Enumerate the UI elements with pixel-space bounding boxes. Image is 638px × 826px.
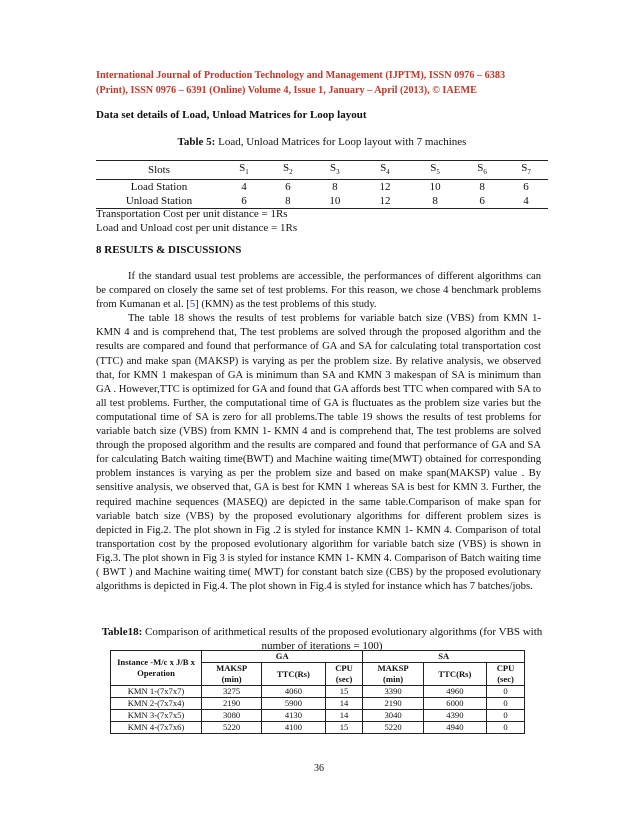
table5-cell: 10 xyxy=(429,181,441,194)
table5-slot-header: $S_4$ xyxy=(360,161,410,180)
table18-cell: 4390 xyxy=(423,710,486,722)
table18-cell: 0 xyxy=(487,686,525,698)
table18-instance-header: Instance -M/c x J/B x Operation xyxy=(111,651,202,686)
table-row xyxy=(111,710,525,722)
table18-sa-header: SA xyxy=(363,651,525,663)
journal-header-line1: International Journal of Production Technology and Management (IJPTM), ISSN 0976 – 6383 xyxy=(96,70,506,81)
table5-header-row xyxy=(96,161,548,180)
table5-cell: 8 xyxy=(479,181,485,194)
paragraph-2: The table 18 shows the results of test problems for variable batch size (VBS) from KMN 1- KMN 4 and is comprehend that, The test problems are solved through the proposed algorithm and the results are compared and found that performance of GA and SA for calculating total transportation cost (TTC) and make span (MAKSP) is varying as per the problem size. By relative analysis, we observed that, for KMN 1 makespan of GA is minimum than SA and KMN 3 makespan of SA is minimum than GA . However,TTC is optimized for GA and found that GA affords best TTC when compared with SA to all test problems. Further, the computational time of GA is fluctuates as the problem size varies but the computational time of SA is zero for all problems.The table 19 shows the results of test problems for variable batch size (VBS) from KMN 1- KMN 4 and is comprehend that, The test problems are solved through the proposed algorithm and the results are compared and found that performance of GA and SA for calculating Batch waiting time(BWT) and Machine waiting time(MWT) obtained for corresponding problem instances is varying as per the problem size and based on make span(MAKSP) value . By sensitive analysis, we observed that, GA is best for KMN 1 whereas SA is best for KMN 3. Further, the required machine sequences (MASEQ) are depicted in the same table.Comparison of make span for variable batch size (VBS) by the proposed evolutionary algorithms for different problem sizes is depicted in Fig.2. The plot shown in Fig .2 is styled for instance KMN 1- KMN 4. Comparison of total transportation cost by the proposed evolutionary algorithm for variable batch size (VBS) is shown in Fig.3. The plot shown in Fig 3 is styled for instance KMN 1- KMN 4. Comparison of Batch waiting time ( BWT ) and Machine waiting time( MWT) for constant batch size (CBS) by the proposed evolutionary algorithms is depicted in Fig.4. The plot shown in Fig.4 is styled for instance which has 7 batches/jobs. xyxy=(96,313,541,593)
table18-cell: 3390 xyxy=(363,686,423,698)
table18-cell: 5220 xyxy=(202,722,262,734)
table18-cell: 3080 xyxy=(202,710,262,722)
table18-cell: 3040 xyxy=(363,710,423,722)
table18-cell: 2190 xyxy=(363,698,423,710)
transport-cost-note: Transportation Cost per unit distance = 1Rs xyxy=(96,208,288,220)
dataset-heading: Data set details of Load, Unload Matrices for Loop layout xyxy=(96,109,367,121)
table18-sa-cpu-header: CPU (sec) xyxy=(487,663,525,686)
table18-instance: KMN 4-(7x7x6) xyxy=(111,722,202,734)
table18-ga-cpu-header: CPU (sec) xyxy=(325,663,363,686)
table18-sa-ttc-header: TTC(Rs) xyxy=(423,663,486,686)
paragraph-1: If the standard usual test problems are accessible, the performances of different algorithms can be compared on closely the same set of test problems. For this reason, we chose 4 benchmark problems from Kumanan et al. [5] (KMN) as the test problems of this study. xyxy=(96,271,541,311)
table5-slot-header: $S_5$ xyxy=(410,161,460,180)
table18-header-row-1 xyxy=(111,651,525,663)
table18-cell: 15 xyxy=(325,686,363,698)
table18-cell: 0 xyxy=(487,710,525,722)
load-unload-cost-note: Load and Unload cost per unit distance = 1Rs xyxy=(96,222,298,234)
table18-caption xyxy=(96,625,548,653)
table18-cell: 4060 xyxy=(262,686,325,698)
table5-cell: 8 xyxy=(332,181,338,194)
table18-instance: KMN 3-(7x7x5) xyxy=(111,710,202,722)
table18-cell: 5900 xyxy=(262,698,325,710)
table18-instance: KMN 1-(7x7x7) xyxy=(111,686,202,698)
table18-cell: 15 xyxy=(325,722,363,734)
table5-header-slots: Slots xyxy=(96,161,222,180)
table18-cell: 2190 xyxy=(202,698,262,710)
table18-ga-maksp-header: MAKSP (min) xyxy=(202,663,262,686)
table18-cell: 3275 xyxy=(202,686,262,698)
table18-cell: 0 xyxy=(487,698,525,710)
table18-ga-ttc-header: TTC(Rs) xyxy=(262,663,325,686)
journal-header xyxy=(96,68,548,98)
table5-caption xyxy=(96,136,548,148)
page-number: 36 xyxy=(314,763,324,774)
table18-sa-maksp-header: MAKSP (min) xyxy=(363,663,423,686)
table-row xyxy=(111,686,525,698)
table5-cell: 6 xyxy=(523,181,529,194)
table5-cell: 4 xyxy=(504,194,548,209)
table5 xyxy=(96,160,548,209)
table5-row-label: Load Station xyxy=(130,181,188,194)
table18-cell: 14 xyxy=(325,698,363,710)
journal-header-line2: (Print), ISSN 0976 – 6391 (Online) Volume 4, Issue 1, January – April (2013), © IAEME xyxy=(96,85,477,96)
table18-cell: 4960 xyxy=(423,686,486,698)
table5-cell: 6 xyxy=(285,181,291,194)
table18-ga-header: GA xyxy=(202,651,363,663)
table5-cell: 12 xyxy=(360,194,410,209)
table5-caption-label: Table 5: xyxy=(177,136,216,148)
section8-heading: 8 RESULTS & DISCUSSIONS xyxy=(96,244,242,256)
table5-row-label: Unload Station xyxy=(96,194,222,209)
table18-cell: 4940 xyxy=(423,722,486,734)
table18-cell: 14 xyxy=(325,710,363,722)
table5-slot-header: $S_6$ xyxy=(460,161,504,180)
table18-caption-label: Table18: xyxy=(101,626,143,638)
table5-caption-text: Load, Unload Matrices for Loop layout with 7 machines xyxy=(215,136,467,148)
table18-cell: 4130 xyxy=(262,710,325,722)
table5-slot-header: $S_3$ xyxy=(310,161,360,180)
table18-cell: 6000 xyxy=(423,698,486,710)
table18-instance: KMN 2-(7x7x4) xyxy=(111,698,202,710)
table5-cell: 10 xyxy=(310,194,360,209)
citation-link[interactable]: 5 xyxy=(189,299,196,311)
table5-cell: 4 xyxy=(241,181,247,194)
table18-caption-text: Comparison of arithmetical results of the proposed evolutionary algorithms (for VBS with number of iterations = 100) xyxy=(142,626,543,652)
table18-cell: 0 xyxy=(487,722,525,734)
table5-cell: 12 xyxy=(379,181,391,194)
table5-row-load xyxy=(96,180,548,195)
table18-cell: 5220 xyxy=(363,722,423,734)
table5-slot-header: $S_1$ xyxy=(222,161,266,180)
body-text xyxy=(96,270,541,594)
table5-cell: 8 xyxy=(410,194,460,209)
table5-slot-header: $S_2$ xyxy=(266,161,310,180)
table5-cell: 6 xyxy=(460,194,504,209)
table5-slot-header: $S_7$ xyxy=(504,161,548,180)
table18 xyxy=(110,650,525,734)
table5-cell: 6 xyxy=(222,194,266,209)
table-row xyxy=(111,722,525,734)
table-row xyxy=(111,698,525,710)
table18-cell: 4100 xyxy=(262,722,325,734)
table5-cell: 8 xyxy=(266,194,310,209)
